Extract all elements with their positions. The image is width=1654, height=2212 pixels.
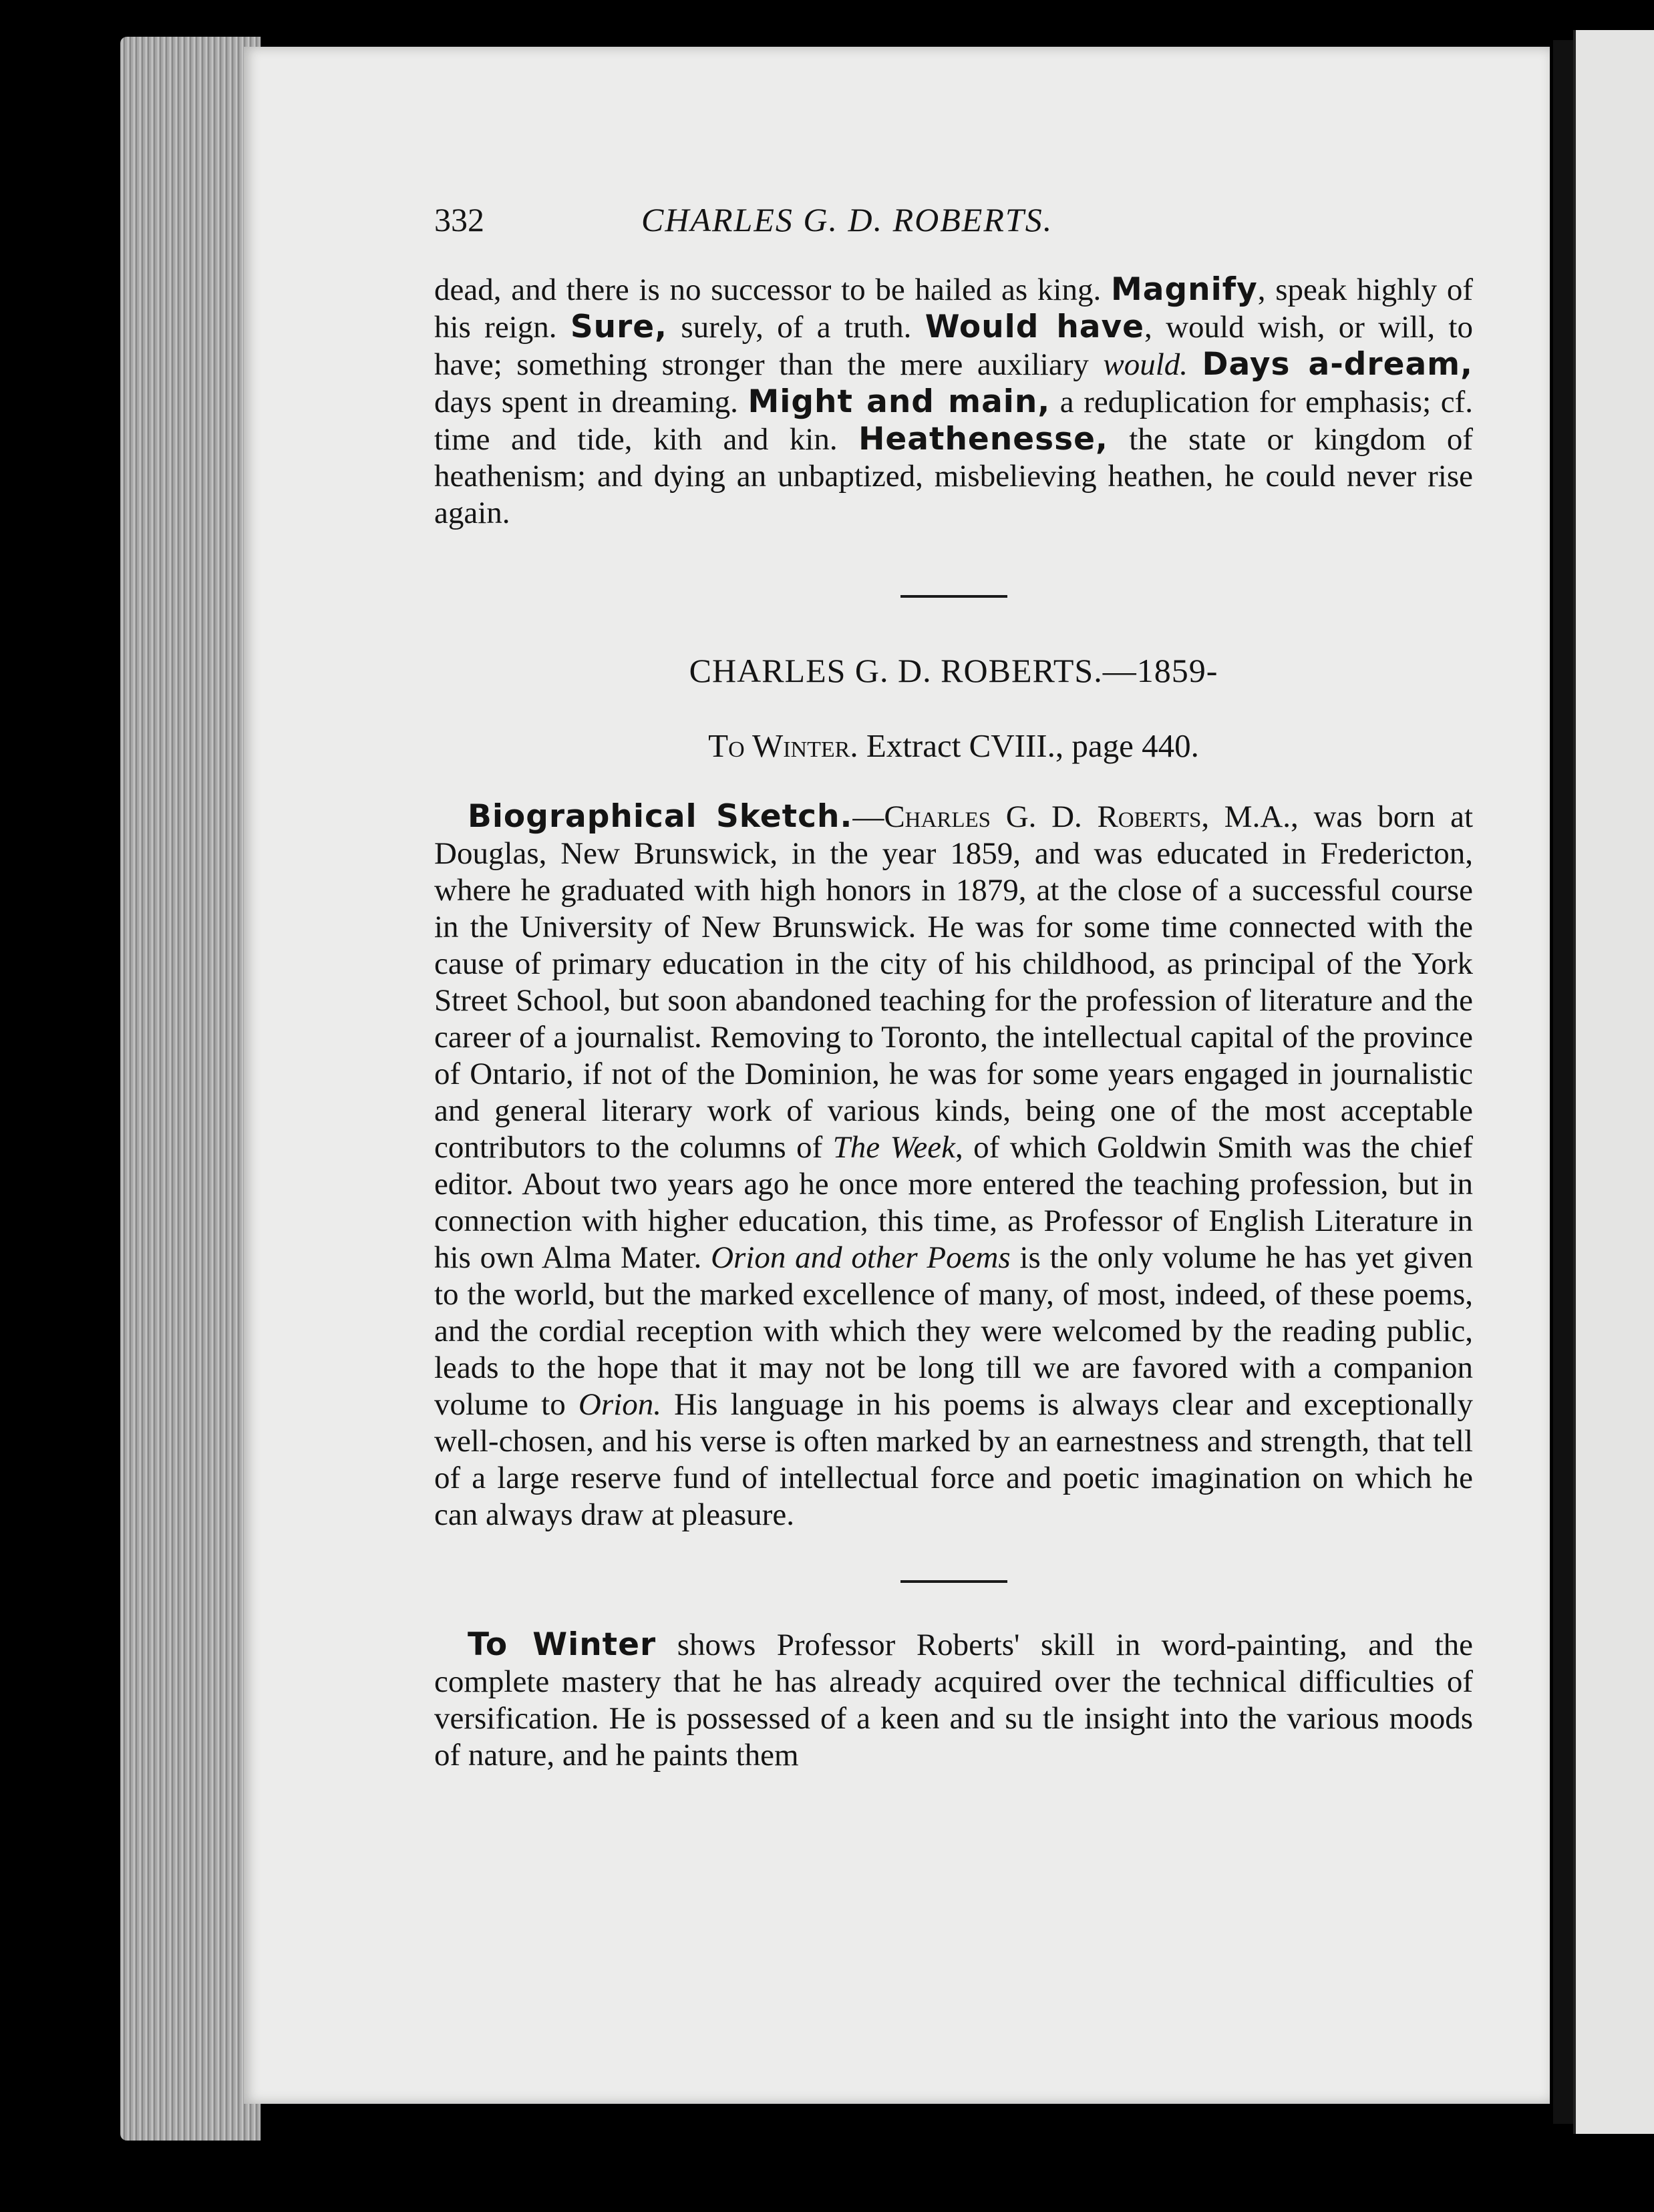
- term-might-and-main: Might and main,: [748, 383, 1051, 420]
- term-magnify: Magnify: [1110, 271, 1258, 308]
- biographical-sketch: Biographical Sketch.—Charles G. D. Roberts, M.A., was born at Douglas, New Brunswick, in the year 1859, and was educated in Fredericton, where he graduated with high honors in 1879, at the close of a successful course in the University of New Brunswick. He was for some time connected with the cause of primary education in the city of his childhood, as principal of the York Street School, but soon abandoned teaching for the profession of literature and the career of a journalist. Removing to Toronto, the intellectual capital of the province of Ontario, if not of the Dominion, he was for some years engaged in journalistic and general literary work of various kinds, being one of the most acceptable contributors to the columns of The Week, of which Goldwin Smith was the chief editor. About two years ago he once more entered the teaching profession, but in connection with higher education, this time, as Professor of English Literature in his own Alma Mater. Orion and other Poems is the only volume he has yet given to the world, but the marked excellence of many, of most, indeed, of these poems, and the cordial reception with which they were welcomed by the reading public, leads to the hope that it may not be long till we are favored with a companion volume to Orion. His language in his poems is always clear and exceptionally well-chosen, and his verse is often marked by an earnestness and strength, that tell of a large reserve fund of intellectual force and poetic imagination on which he can always draw at pleasure.: [434, 798, 1473, 1532]
- facing-page-edge: [1573, 30, 1654, 2134]
- to-winter-label: To Winter: [468, 1626, 657, 1663]
- to-winter-commentary: To Winter shows Professor Roberts' skill in word-painting, and the complete mastery that he has already acquired over the technical difficulties of versification. He is possessed of a keen and su tle insight into the various moods of nature, and he paints them: [434, 1626, 1473, 1773]
- page-number: 332: [434, 201, 484, 238]
- section-divider: [900, 1580, 1007, 1583]
- sketch-label: Biographical Sketch.: [468, 798, 853, 835]
- book-gutter: [1553, 40, 1573, 2124]
- page-content: [434, 200, 1473, 1774]
- section-divider: [900, 595, 1007, 598]
- running-title: CHARLES G. D. ROBERTS.: [641, 201, 1053, 238]
- term-days-a-dream: Days a-dream,: [1202, 346, 1474, 383]
- section-title: CHARLES G. D. ROBERTS.—1859-: [689, 652, 1218, 689]
- term-would-have: Would have: [925, 309, 1145, 345]
- running-head: [434, 200, 1473, 239]
- glossary-notes: dead, and there is no successor to be hailed as king. Magnify, speak highly of his reign. Sure, surely, of a truth. Would have, would wish, or will, to have; something stronger than the mere auxiliary would. Days a-dream, days spent in dreaming. Might and main, a reduplication for emphasis; cf. time and tide, kith and kin. Heathenesse, the state or kingdom of heathenism; and dying an unbaptized, misbelieving heathen, he could never rise again.: [434, 271, 1474, 530]
- term-heathenesse: Heathenesse,: [858, 421, 1108, 457]
- term-sure: Sure,: [570, 309, 668, 345]
- extract-reference: To Winter. Extract CVIII., page 440.: [708, 727, 1199, 764]
- book-page-edges: [120, 37, 261, 2141]
